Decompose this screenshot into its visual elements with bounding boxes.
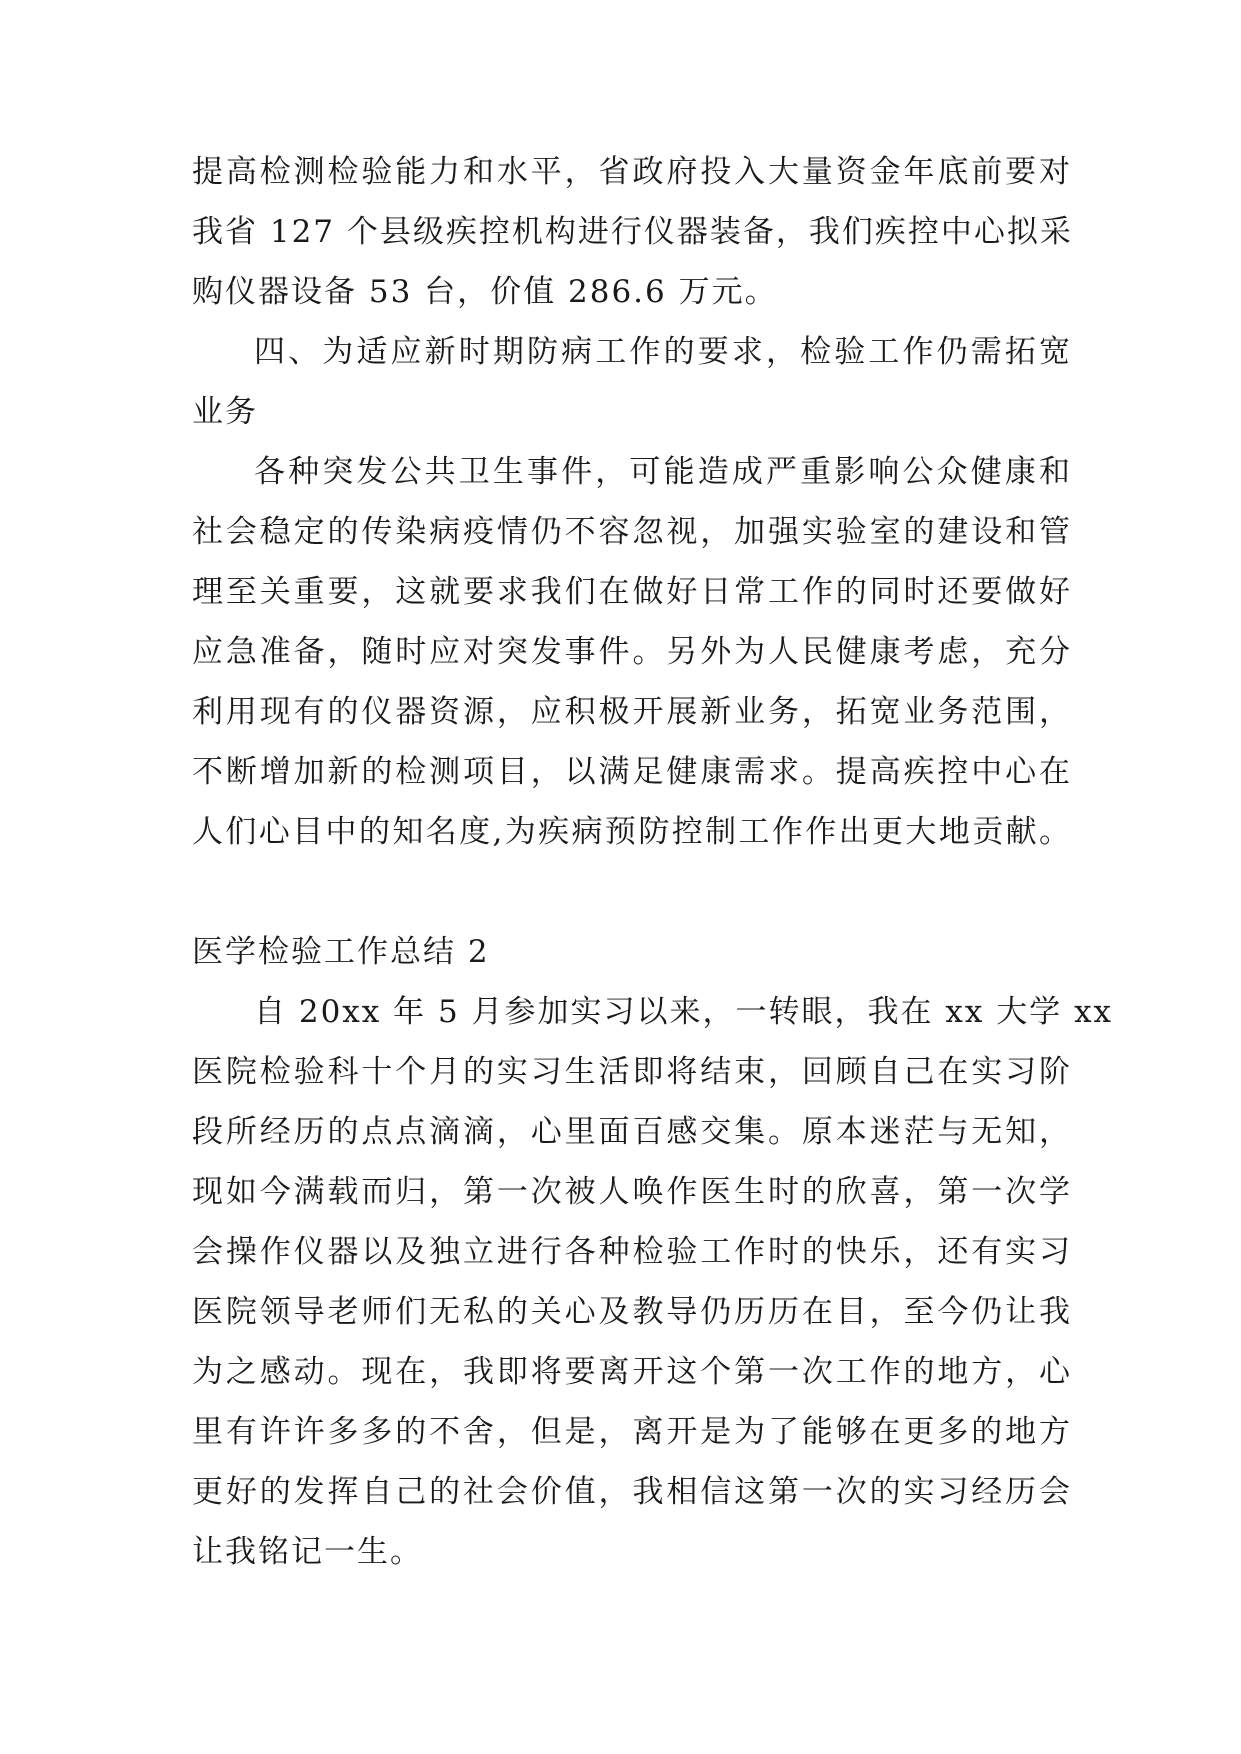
- paragraph-line: 提高检测检验能力和水平，省政府投入大量资金年底前要对: [192, 154, 1072, 190]
- paragraph-line: 里有许许多多的不舍，但是，离开是为了能够在更多的地方: [192, 1414, 1072, 1450]
- paragraph-line: 不断增加新的检测项目，以满足健康需求。提高疾控中心在: [192, 754, 1072, 790]
- paragraph-line: 社会稳定的传染病疫情仍不容忽视，加强实验室的建设和管: [192, 514, 1072, 550]
- paragraph-line: 更好的发挥自己的社会价值，我相信这第一次的实习经历会: [192, 1474, 1072, 1510]
- paragraph-line: 为之感动。现在，我即将要离开这个第一次工作的地方，心: [192, 1354, 1072, 1390]
- section-heading-line: 四、为适应新时期防病工作的要求，检验工作仍需拓宽: [254, 334, 1072, 370]
- paragraph-line: 人们心目中的知名度,为疾病预防控制工作作出更大地贡献。: [192, 814, 1072, 850]
- paragraph-line: 让我铭记一生。: [192, 1534, 423, 1570]
- paragraph-line: 我省 127 个县级疾控机构进行仪器装备，我们疾控中心拟采: [192, 214, 1073, 250]
- paragraph-line: 段所经历的点点滴滴，心里面百感交集。原本迷茫与无知，: [192, 1114, 1072, 1150]
- paragraph-line: 理至关重要，这就要求我们在做好日常工作的同时还要做好: [192, 574, 1072, 610]
- paragraph-line: 应急准备，随时应对突发事件。另外为人民健康考虑，充分: [192, 634, 1072, 670]
- paragraph-line: 购仪器设备 53 台，价值 286.6 万元。: [192, 274, 778, 310]
- paragraph-line: 会操作仪器以及独立进行各种检验工作时的快乐，还有实习: [192, 1234, 1072, 1270]
- paragraph-line: 医院领导老师们无私的关心及教导仍历历在目，至今仍让我: [192, 1294, 1072, 1330]
- document-title: 医学检验工作总结 2: [192, 934, 490, 970]
- paragraph-line: 医院检验科十个月的实习生活即将结束，回顾自己在实习阶: [192, 1054, 1072, 1090]
- paragraph-line: 现如今满载而归，第一次被人唤作医生时的欣喜，第一次学: [192, 1174, 1072, 1210]
- paragraph-line: 利用现有的仪器资源，应积极开展新业务，拓宽业务范围，: [192, 694, 1072, 730]
- paragraph-line: 自 20xx 年 5 月参加实习以来，一转眼，我在 xx 大学 xx: [254, 994, 1114, 1030]
- section-heading-line: 业务: [192, 394, 258, 430]
- paragraph-line: 各种突发公共卫生事件，可能造成严重影响公众健康和: [254, 454, 1072, 490]
